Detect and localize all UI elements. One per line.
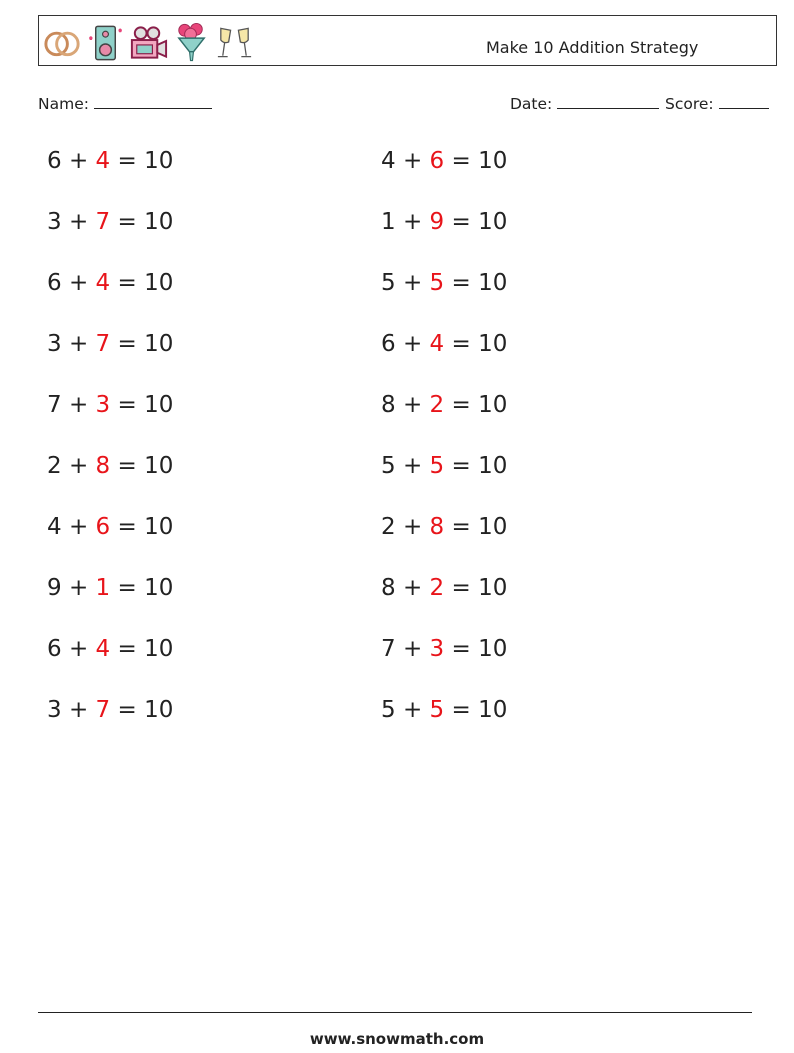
sum: = 10 <box>117 697 174 723</box>
answer: 4 <box>95 636 111 662</box>
video-camera-icon <box>127 20 170 64</box>
problem-left-3 <box>47 270 173 296</box>
answer: 4 <box>429 331 445 357</box>
sum: = 10 <box>451 148 508 174</box>
operator: + <box>402 697 423 723</box>
addend: 6 <box>47 636 62 662</box>
problem-right-4 <box>381 331 507 357</box>
operator: + <box>68 148 89 174</box>
problem-left-7 <box>47 514 173 540</box>
operator: + <box>402 209 423 235</box>
answer: 3 <box>429 636 445 662</box>
problem-right-9 <box>381 636 507 662</box>
addend: 7 <box>381 636 396 662</box>
flower-bouquet-icon <box>170 20 213 64</box>
answer: 8 <box>95 453 111 479</box>
speaker-icon <box>84 20 127 64</box>
date-blank[interactable] <box>557 94 659 109</box>
sum: = 10 <box>451 392 508 418</box>
sum: = 10 <box>117 331 174 357</box>
sum: = 10 <box>117 636 174 662</box>
answer: 6 <box>429 148 445 174</box>
addend: 2 <box>381 514 396 540</box>
sum: = 10 <box>117 392 174 418</box>
addend: 5 <box>381 697 396 723</box>
answer: 1 <box>95 575 111 601</box>
addend: 3 <box>47 697 62 723</box>
problem-left-2 <box>47 209 173 235</box>
addend: 2 <box>47 453 62 479</box>
problem-left-1 <box>47 148 173 174</box>
addend: 8 <box>381 392 396 418</box>
operator: + <box>68 636 89 662</box>
operator: + <box>402 392 423 418</box>
operator: + <box>68 331 89 357</box>
answer: 5 <box>429 270 445 296</box>
operator: + <box>402 331 423 357</box>
addend: 8 <box>381 575 396 601</box>
problem-right-2 <box>381 209 507 235</box>
addend: 5 <box>381 270 396 296</box>
problem-left-8 <box>47 575 173 601</box>
score-label: Score: <box>665 95 714 113</box>
champagne-glasses-icon <box>213 20 256 64</box>
sum: = 10 <box>451 697 508 723</box>
name-label: Name: <box>38 95 89 113</box>
date-field <box>510 94 659 113</box>
sum: = 10 <box>451 514 508 540</box>
problem-left-4 <box>47 331 173 357</box>
sum: = 10 <box>117 270 174 296</box>
operator: + <box>68 514 89 540</box>
answer: 2 <box>429 575 445 601</box>
answer: 2 <box>429 392 445 418</box>
answer: 7 <box>95 331 111 357</box>
sum: = 10 <box>451 331 508 357</box>
sum: = 10 <box>117 453 174 479</box>
operator: + <box>68 392 89 418</box>
problem-right-8 <box>381 575 507 601</box>
answer: 6 <box>95 514 111 540</box>
operator: + <box>402 636 423 662</box>
score-blank[interactable] <box>719 94 769 109</box>
wedding-rings-icon <box>41 20 84 64</box>
problem-left-5 <box>47 392 173 418</box>
answer: 7 <box>95 697 111 723</box>
operator: + <box>68 453 89 479</box>
operator: + <box>402 514 423 540</box>
sum: = 10 <box>117 209 174 235</box>
name-blank[interactable] <box>94 94 212 109</box>
addend: 9 <box>47 575 62 601</box>
operator: + <box>68 270 89 296</box>
operator: + <box>402 575 423 601</box>
answer: 8 <box>429 514 445 540</box>
answer: 9 <box>429 209 445 235</box>
operator: + <box>68 575 89 601</box>
sum: = 10 <box>117 514 174 540</box>
score-field <box>665 94 769 113</box>
header-icons <box>41 20 256 64</box>
addend: 7 <box>47 392 62 418</box>
addend: 3 <box>47 331 62 357</box>
answer: 7 <box>95 209 111 235</box>
sum: = 10 <box>451 636 508 662</box>
worksheet-header <box>38 15 777 66</box>
addend: 4 <box>381 148 396 174</box>
addend: 6 <box>47 148 62 174</box>
addend: 6 <box>381 331 396 357</box>
operator: + <box>68 697 89 723</box>
footer-url: www.snowmath.com <box>309 1030 485 1048</box>
problem-right-6 <box>381 453 507 479</box>
addend: 5 <box>381 453 396 479</box>
addend: 4 <box>47 514 62 540</box>
operator: + <box>68 209 89 235</box>
answer: 4 <box>95 270 111 296</box>
answer: 3 <box>95 392 111 418</box>
name-field <box>38 94 212 113</box>
footer-divider <box>38 1012 752 1013</box>
problem-left-6 <box>47 453 173 479</box>
date-label: Date: <box>510 95 553 113</box>
addend: 6 <box>47 270 62 296</box>
answer: 4 <box>95 148 111 174</box>
sum: = 10 <box>451 575 508 601</box>
operator: + <box>402 270 423 296</box>
addend: 3 <box>47 209 62 235</box>
sum: = 10 <box>451 209 508 235</box>
worksheet-title: Make 10 Addition Strategy <box>486 38 699 57</box>
problem-right-3 <box>381 270 507 296</box>
addend: 1 <box>381 209 396 235</box>
answer: 5 <box>429 453 445 479</box>
operator: + <box>402 453 423 479</box>
problem-left-9 <box>47 636 173 662</box>
operator: + <box>402 148 423 174</box>
problem-right-5 <box>381 392 507 418</box>
problem-left-10 <box>47 697 173 723</box>
problem-right-1 <box>381 148 507 174</box>
problem-right-10 <box>381 697 507 723</box>
problem-right-7 <box>381 514 507 540</box>
sum: = 10 <box>117 148 174 174</box>
sum: = 10 <box>451 453 508 479</box>
sum: = 10 <box>117 575 174 601</box>
answer: 5 <box>429 697 445 723</box>
sum: = 10 <box>451 270 508 296</box>
